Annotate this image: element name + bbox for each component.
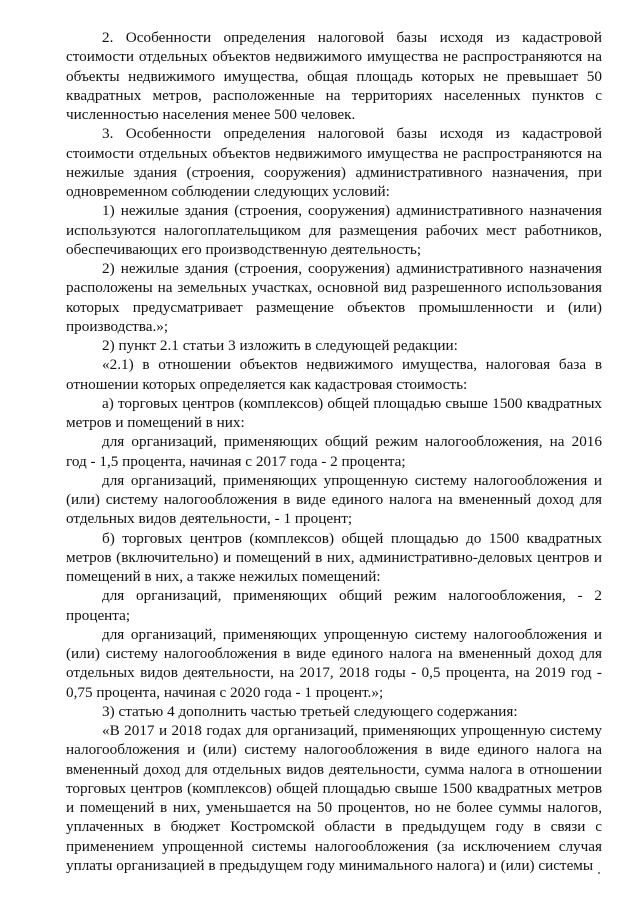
paragraph-item-b: б) торговых центров (комплексов) общей площадью до 1500 квадратных метров (включительно) и помещений в них, административно-деловых центров и помещений в них, а также нежилых помещений: xyxy=(66,529,602,585)
paragraph-clause-2: 2. Особенности определения налоговой базы исходя из кадастровой стоимости отдельных объектов недвижимого имущества не распространяются на объекты недвижимого имущества, общая площадь которых не превышает 50 квадратных метров, расположенные на территориях населенных пунктов с численностью населения менее 500 человек. xyxy=(66,29,602,123)
paragraph-article-4-part-3: «В 2017 и 2018 годах для организаций, применяющих упрощенную систему налогообложения и (или) систему налогообложения в виде единого налога на вмененный доход для отдельных видов деятельности, сумма налога в отношении торговых центров (комплексов) общей площадью свыше 1500 квадратных метров и помещений в них, уменьшается на 50 процентов, но не более суммы налогов, уплаченных в бюджет Костромской области в предыдущем году в связи с применением упрощенной системы налогообложения (за исключением случая уплаты организацией в предыдущем году минимального налога) и (или) системы xyxy=(66,722,602,874)
paragraph-condition-2: 2) нежилые здания (строения, сооружения) административного назначения расположены на земельных участках, основной вид разрешенного использования которых предусматривает размещение объектов промышленности и (или) производства.»; xyxy=(66,260,602,335)
paragraph-clause-3: 3. Особенности определения налоговой базы исходя из кадастровой стоимости отдельных объектов недвижимого имущества не распространяются на нежилые здания (строения, сооружения) административного назначения, при одновременном соблюдении следующих условий: xyxy=(66,125,602,200)
paragraph-point-2-1: «2.1) в отношении объектов недвижимого имущества, налоговая база в отношении которых определяется как кадастровая стоимость: xyxy=(66,356,602,393)
paragraph-item-a-general-regime: для организаций, применяющих общий режим налогообложения, на 2016 год - 1,5 процента, начиная с 2017 года - 2 процента; xyxy=(66,433,602,470)
document-page xyxy=(66,28,602,875)
paragraph-condition-1: 1) нежилые здания (строения, сооружения) административного назначения используются налогоплательщиком для размещения рабочих мест работников, обеспечивающих его производственную деятельность; xyxy=(66,202,602,258)
paragraph-amendment-3: 3) статью 4 дополнить частью третьей следующего содержания: xyxy=(102,702,518,720)
paragraph-item-a-simplified-system: для организаций, применяющих упрощенную систему налогообложения и (или) систему налогообложения в виде единого налога на вмененный доход для отдельных видов деятельности, - 1 процент; xyxy=(66,471,602,528)
paragraph-item-a: а) торговых центров (комплексов) общей площадью свыше 1500 квадратных метров и помещений в них: xyxy=(66,394,602,431)
paragraph-amendment-2: 2) пункт 2.1 статьи 3 изложить в следующей редакции: xyxy=(102,337,458,354)
paragraph-item-b-simplified-system: для организаций, применяющих упрощенную систему налогообложения и (или) систему налогообложения в виде единого налога на вмененный доход для отдельных видов деятельности, на 2017, 2018 годы - 0,5 процента, на 2019 год - 0,75 процента, начиная с 2020 года - 1 процент.»; xyxy=(66,625,602,701)
paragraph-item-b-general-regime: для организаций, применяющих общий режим налогообложения, - 2 процента; xyxy=(66,587,602,624)
scan-speck xyxy=(598,872,600,874)
